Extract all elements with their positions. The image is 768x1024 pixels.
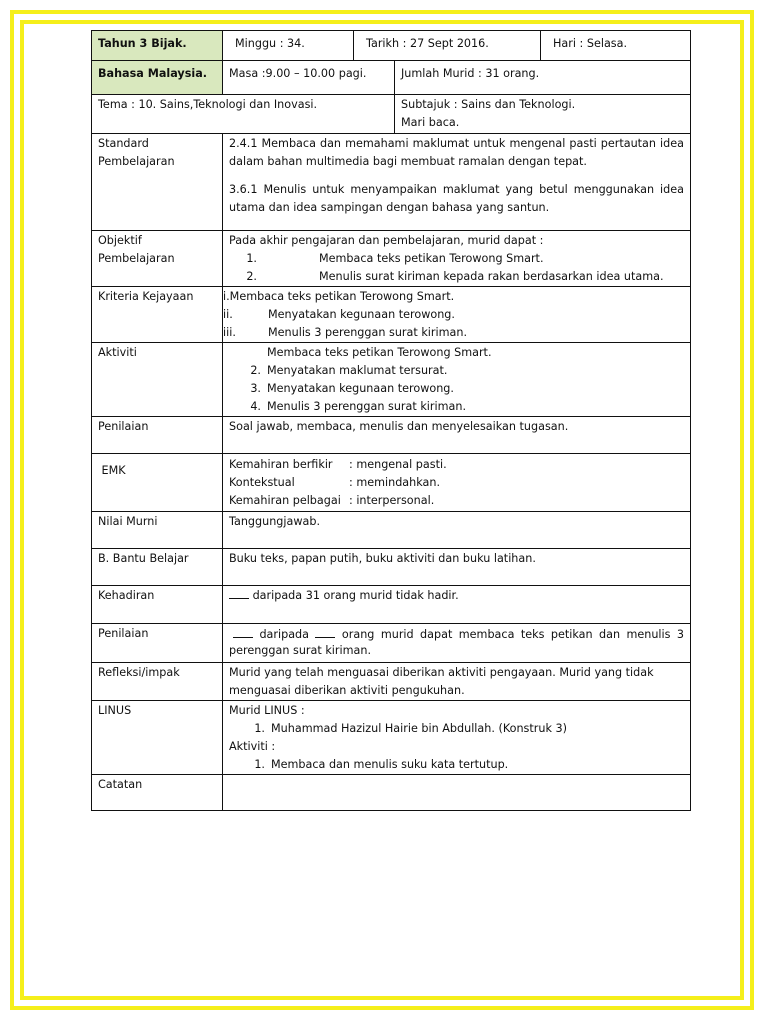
linus-activity-heading: Aktiviti : xyxy=(229,740,276,753)
header-row-2 xyxy=(91,61,691,95)
subtopic-cell xyxy=(395,95,690,133)
list-item: 1. Muhammad Hazizul Hairie bin Abdullah. (Konstruk 3) xyxy=(254,722,567,735)
list-item: 1. Membaca teks petikan Terowong Smart. xyxy=(246,252,544,265)
objective-intro: Pada akhir pengajaran dan pembelajaran, murid dapat : xyxy=(229,234,544,247)
notes-label: Catatan xyxy=(92,775,223,810)
activity-content xyxy=(223,343,690,416)
reflection-content: Murid yang telah menguasai diberikan aktiviti pengayaan. Murid yang tidak menguasai diberikan aktiviti pengukuhan. xyxy=(229,666,654,697)
evaluation-label: Penilaian xyxy=(92,624,223,662)
standard-row xyxy=(91,134,691,231)
header-row-1 xyxy=(91,30,691,61)
values-row xyxy=(91,512,691,549)
emk-row xyxy=(91,454,691,512)
evaluation-row xyxy=(91,624,691,663)
notes-content xyxy=(223,775,690,810)
linus-row xyxy=(91,701,691,775)
objective-label-line-1: Objektif xyxy=(98,234,142,247)
reflection-row xyxy=(91,663,691,701)
blank-line xyxy=(229,588,249,599)
attendance-row xyxy=(91,586,691,624)
reflection-label: Refleksi/impak xyxy=(92,663,223,700)
lesson-plan-table xyxy=(91,30,691,811)
standard-label-line-1: Standard xyxy=(98,137,149,150)
blank-line xyxy=(315,627,335,638)
theme-cell: Tema : 10. Sains,Teknologi dan Inovasi. xyxy=(92,95,395,133)
activity-label: Aktiviti xyxy=(92,343,223,416)
list-item: 4. Menulis 3 perenggan surat kiriman. xyxy=(250,400,467,413)
blank-line xyxy=(233,627,253,638)
assessment-content: Soal jawab, membaca, menulis dan menyelesaikan tugasan. xyxy=(229,420,569,433)
activity-row xyxy=(91,343,691,417)
standard-label-line-2: Pembelajaran xyxy=(98,155,175,168)
list-item: i. Membaca teks petikan Terowong Smart. xyxy=(223,290,455,303)
criteria-content xyxy=(223,287,690,342)
notes-row xyxy=(91,775,691,811)
subtopic-line-1: Subtajuk : Sains dan Teknologi. xyxy=(401,98,576,111)
list-item: iii. Menulis 3 perenggan surat kiriman. xyxy=(223,326,468,339)
time-cell: Masa :9.00 – 10.00 pagi. xyxy=(223,61,395,94)
date-cell: Tarikh : 27 Sept 2016. xyxy=(354,31,541,60)
list-item: Kontekstual : memindahkan. xyxy=(229,476,441,489)
standard-label xyxy=(92,134,223,230)
attendance-content: daripada 31 orang murid tidak hadir. xyxy=(223,586,690,623)
student-count-cell: Jumlah Murid : 31 orang. xyxy=(401,67,540,80)
teaching-aids-label: B. Bantu Belajar xyxy=(92,549,223,585)
objective-label xyxy=(92,231,223,286)
emk-label: EMK xyxy=(92,454,223,511)
evaluation-content: daripada orang murid dapat membaca teks petikan dan menulis 3 perenggan surat kiriman. xyxy=(229,628,685,657)
class-cell: Tahun 3 Bijak. xyxy=(92,31,223,60)
attendance-label: Kehadiran xyxy=(92,586,223,623)
week-cell: Minggu : 34. xyxy=(223,31,354,60)
standard-item-1: 2.4.1 Membaca dan memahami maklumat untuk mengenal pasti pertautan idea dalam bahan multimedia bagi membuat ramalan dengan tepat. xyxy=(229,137,684,168)
linus-heading: Murid LINUS : xyxy=(229,704,305,717)
objective-row xyxy=(91,231,691,287)
teaching-aids-row xyxy=(91,549,691,586)
assessment-row xyxy=(91,417,691,454)
criteria-label: Kriteria Kejayaan xyxy=(92,287,223,342)
theme-row xyxy=(91,95,691,134)
standard-content xyxy=(223,134,690,230)
subtopic-line-2: Mari baca. xyxy=(401,116,460,129)
values-label: Nilai Murni xyxy=(92,512,223,548)
list-item: Kemahiran berfikir : mengenal pasti. xyxy=(229,458,447,471)
list-item: 3. Menyatakan kegunaan terowong. xyxy=(250,382,454,395)
criteria-row xyxy=(91,287,691,343)
linus-label: LINUS xyxy=(92,701,223,774)
day-cell: Hari : Selasa. xyxy=(553,37,628,50)
teaching-aids-content: Buku teks, papan putih, buku aktiviti dan buku latihan. xyxy=(229,552,536,565)
list-item: 1. Membaca dan menulis suku kata tertutup. xyxy=(254,758,509,771)
standard-item-2: 3.6.1 Menulis untuk menyampaikan maklumat yang betul menggunakan idea utama dan idea sampingan dengan bahasa yang santun. xyxy=(229,183,684,214)
assessment-label: Penilaian xyxy=(92,417,223,453)
list-item: Kemahiran pelbagai : interpersonal. xyxy=(229,494,435,507)
linus-content xyxy=(223,701,690,774)
subject-cell: Bahasa Malaysia. xyxy=(92,61,223,94)
list-item: 2. Menulis surat kiriman kepada rakan berdasarkan idea utama. xyxy=(246,270,664,283)
values-content: Tanggungjawab. xyxy=(229,515,321,528)
emk-content xyxy=(223,454,690,511)
list-item: ii. Menyatakan kegunaan terowong. xyxy=(223,308,455,321)
objective-content xyxy=(223,231,690,286)
objective-label-line-2: Pembelajaran xyxy=(98,252,175,265)
list-item: Membaca teks petikan Terowong Smart. xyxy=(267,346,492,359)
list-item: 2. Menyatakan maklumat tersurat. xyxy=(250,364,448,377)
